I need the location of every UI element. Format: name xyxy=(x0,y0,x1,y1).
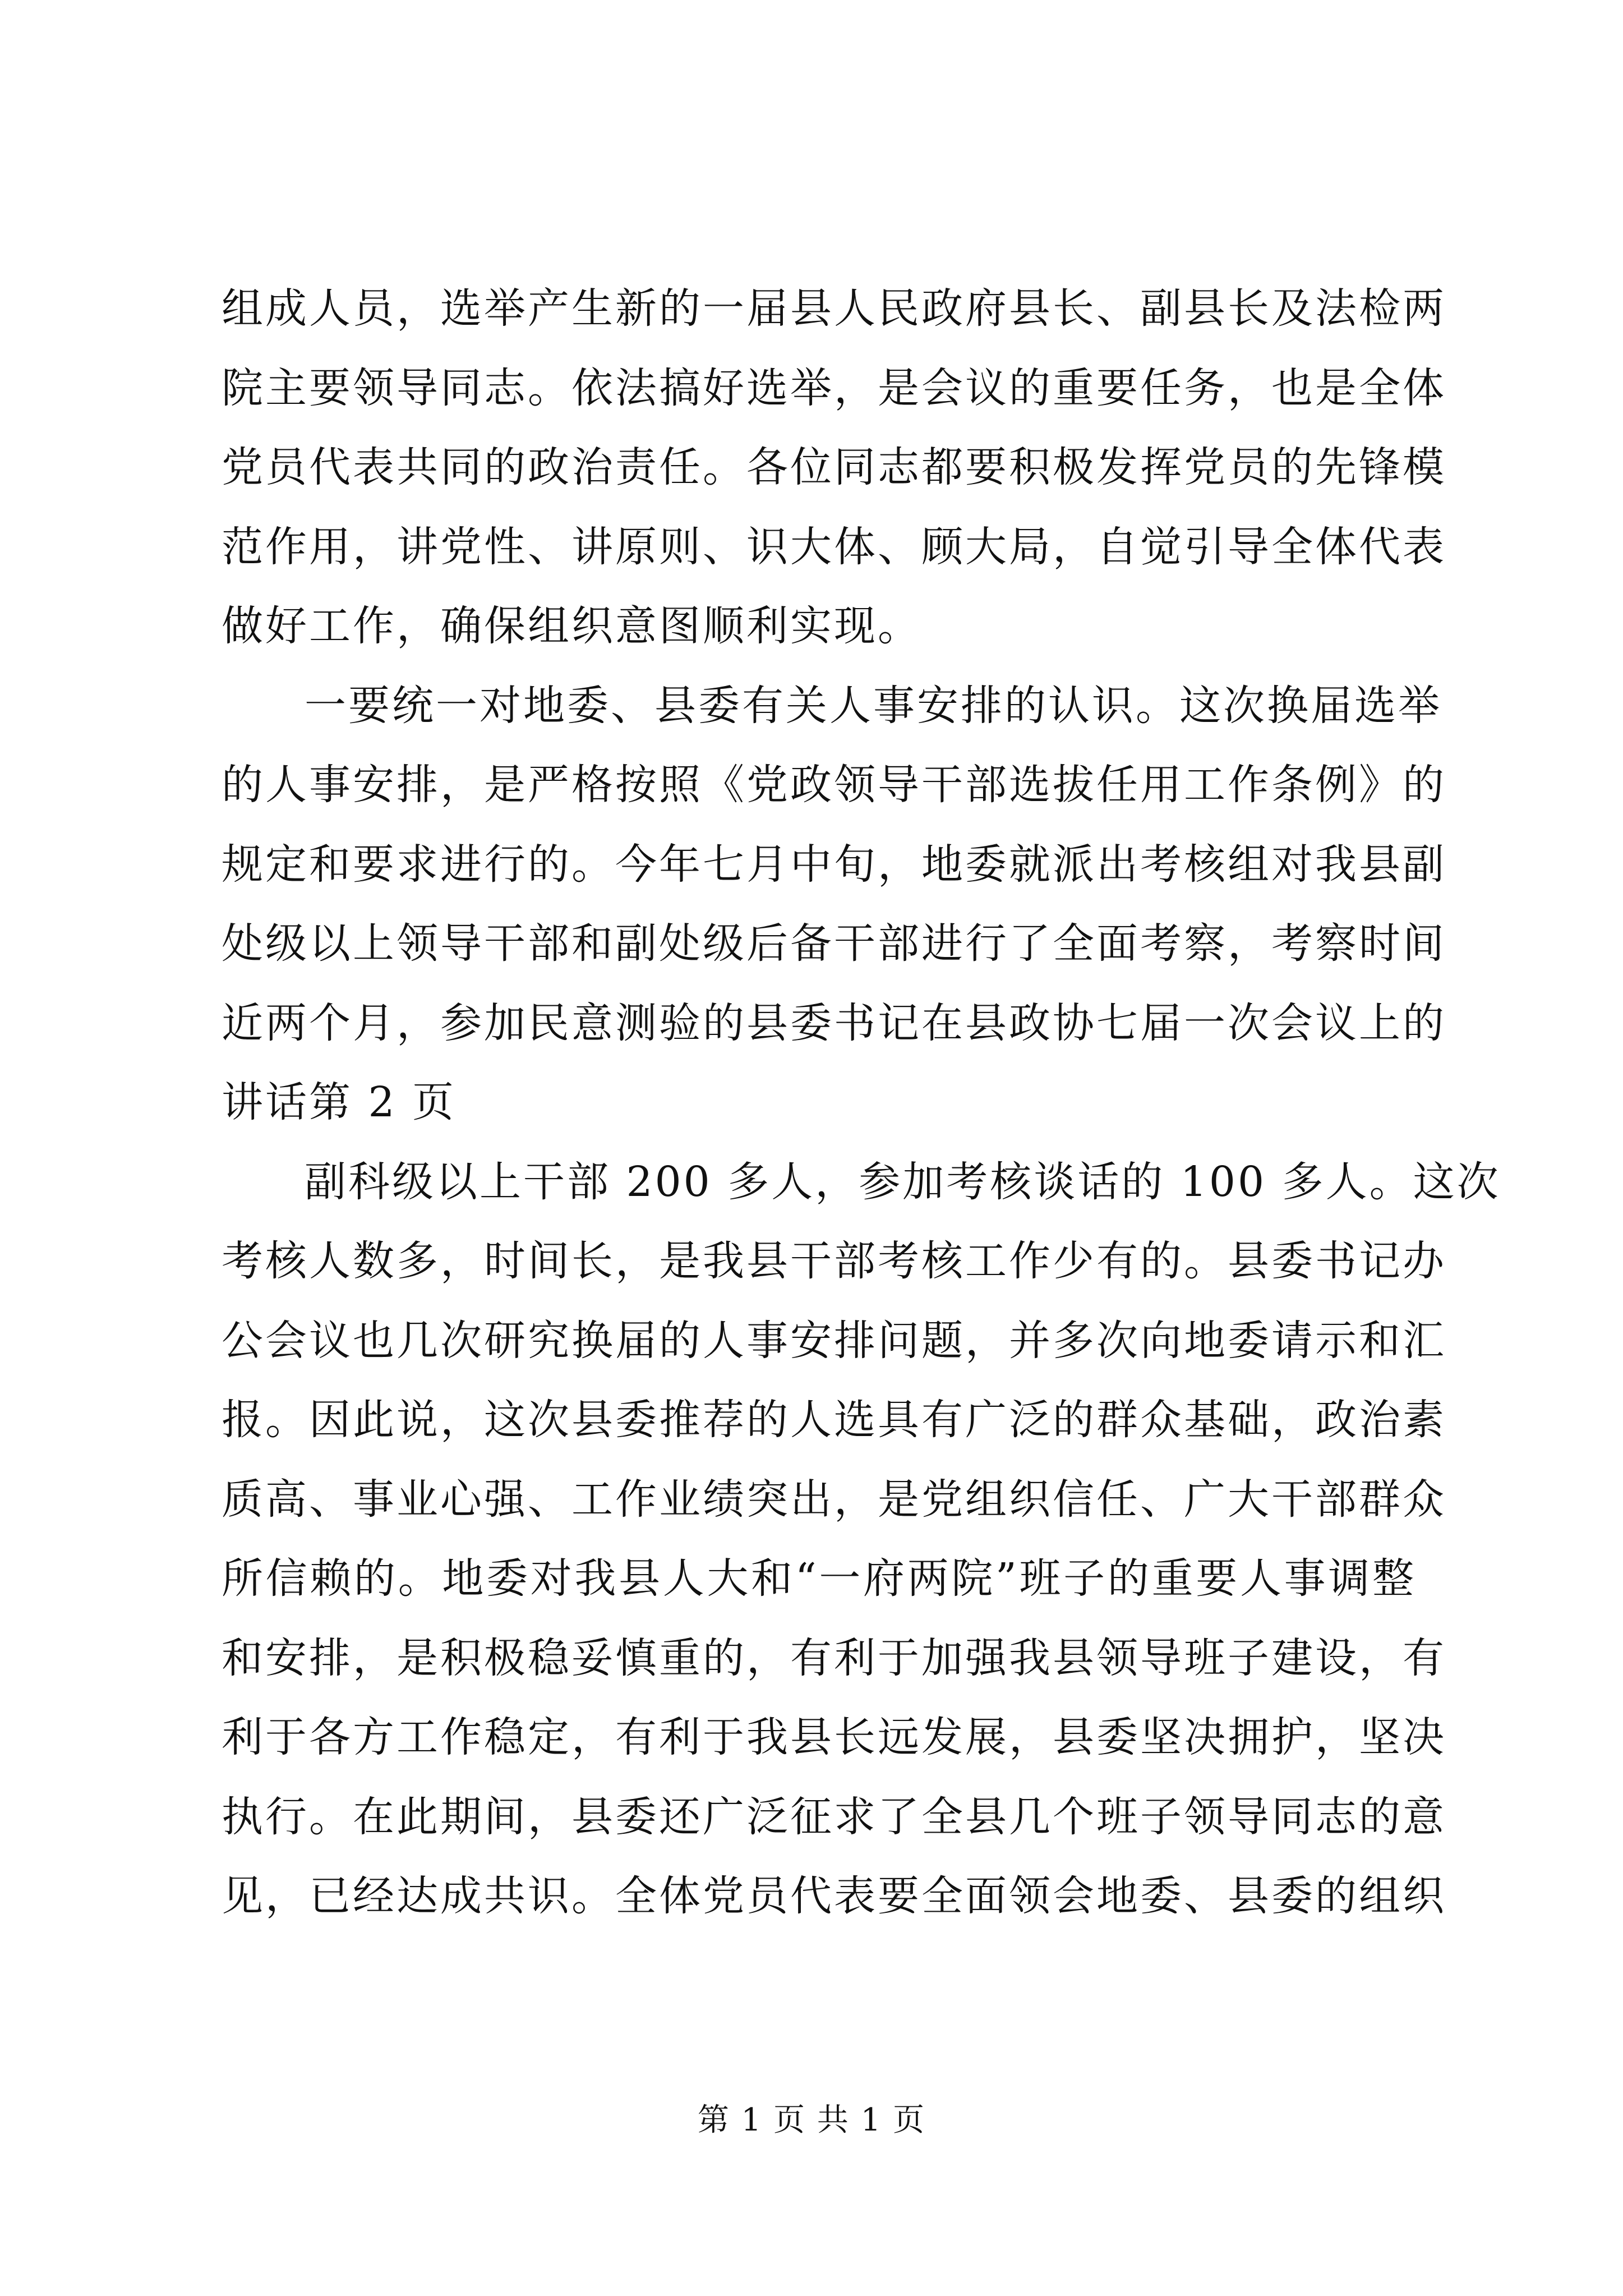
text-line: 讲话第 2 页 xyxy=(222,1078,457,1126)
text-line: 近两个月，参加民意测验的县委书记在县政协七届一次会议上的 xyxy=(222,999,1446,1047)
text-line: 范作用，讲党性、讲原则、识大体、顾大局，自觉引导全体代表 xyxy=(222,522,1446,571)
text-line: 处级以上领导干部和副处级后备干部进行了全面考察，考察时间 xyxy=(222,919,1446,968)
text-line: 见，已经达成共识。全体党员代表要全面领会地委、县委的组织 xyxy=(222,1872,1446,1920)
body-text xyxy=(222,269,1501,1936)
text-line: 利于各方工作稳定，有利于我县长远发展，县委坚决拥护，坚决 xyxy=(222,1713,1446,1761)
text-line: 报。因此说，这次县委推荐的人选具有广泛的群众基础，政治素 xyxy=(222,1396,1446,1444)
text-line: 和安排，是积极稳妥慎重的，有利于加强我县领导班子建设，有 xyxy=(222,1634,1446,1682)
text-line: 考核人数多，时间长，是我县干部考核工作少有的。县委书记办 xyxy=(222,1237,1446,1285)
text-line: 组成人员，选举产生新的一届县人民政府县长、副县长及法检两 xyxy=(222,284,1446,333)
text-line: 所信赖的。地委对我县人大和“一府两院”班子的重要人事调整 xyxy=(222,1554,1416,1603)
text-line: 副科级以上干部 200 多人，参加考核谈话的 100 多人。这次 xyxy=(305,1157,1501,1206)
text-line: 质高、事业心强、工作业绩突出，是党组织信任、广大干部群众 xyxy=(222,1475,1446,1524)
text-line: 做好工作，确保组织意图顺利实现。 xyxy=(222,602,921,650)
text-line: 一要统一对地委、县委有关人事安排的认识。这次换届选举 xyxy=(305,681,1442,730)
text-line: 的人事安排，是严格按照《党政领导干部选拔任用工作条例》的 xyxy=(222,761,1446,809)
text-line: 党员代表共同的政治责任。各位同志都要积极发挥党员的先锋模 xyxy=(222,443,1446,491)
page-footer: 第 1 页 共 1 页 xyxy=(697,2102,926,2138)
text-line: 执行。在此期间，县委还广泛征求了全县几个班子领导同志的意 xyxy=(222,1792,1446,1841)
text-line: 公会议也几次研究换届的人事安排问题，并多次向地委请示和汇 xyxy=(222,1316,1446,1365)
text-line: 规定和要求进行的。今年七月中旬，地委就派出考核组对我县副 xyxy=(222,840,1446,889)
text-line: 院主要领导同志。依法搞好选举，是会议的重要任务，也是全体 xyxy=(222,364,1446,412)
